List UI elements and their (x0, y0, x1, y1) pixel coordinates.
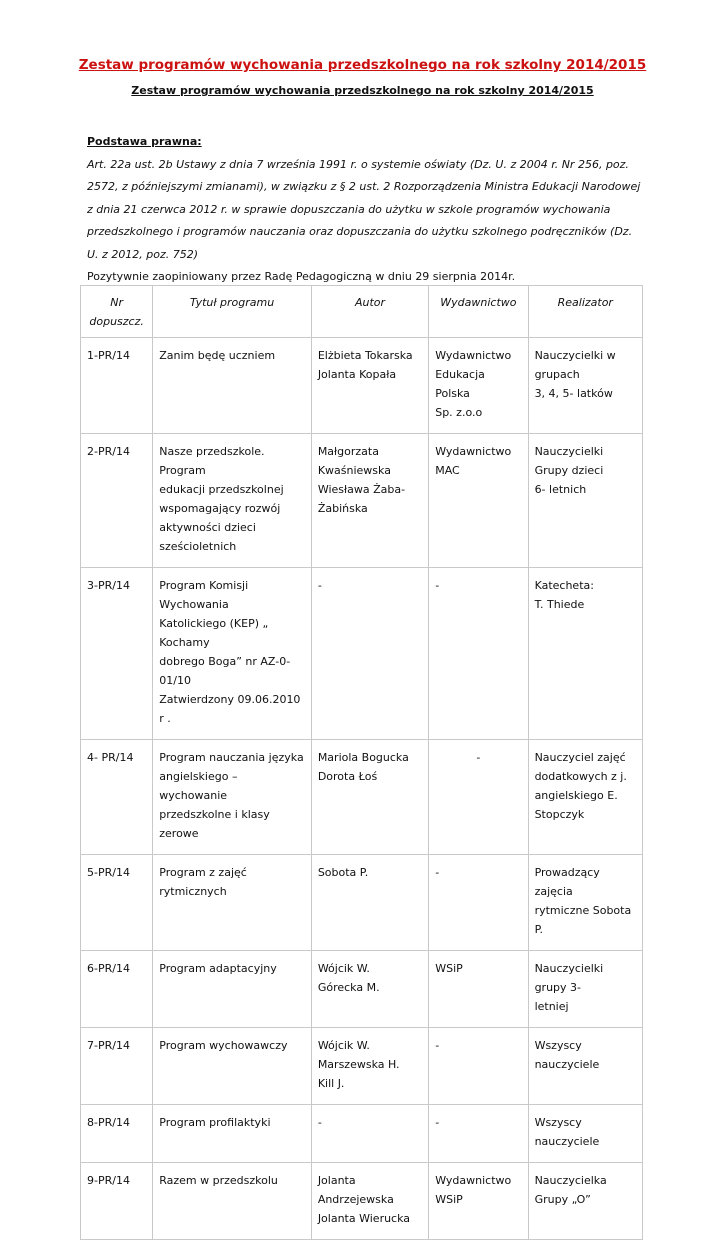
table-body (81, 338, 643, 1240)
cell-title-line: edukacji przedszkolnej (159, 483, 284, 496)
cell-title-line: Katolickiego (KEP) „ Kochamy (159, 617, 269, 649)
cell-title-line: Zatwierdzony 09.06.2010 r . (159, 693, 301, 725)
cell-publisher (429, 1028, 528, 1105)
cell-publisher-line: Edukacja Polska (435, 368, 485, 400)
cell-realizer-line: Nauczyciel zajęć (534, 751, 626, 764)
cell-author-line: Żabińska (317, 502, 368, 515)
cell-author (311, 434, 428, 568)
table-row (81, 434, 643, 568)
cell-publisher (429, 434, 528, 568)
cell-title (153, 740, 312, 855)
table-row (81, 568, 643, 740)
cell-title-line: wspomagający rozwój (159, 502, 281, 515)
cell-realizer-line: rytmiczne Sobota P. (534, 904, 632, 936)
document-title: Zestaw programów wychowania przedszkolnego na rok szkolny 2014/2015 (78, 57, 647, 73)
document-subtitle: Zestaw programów wychowania przedszkolnego na rok szkolny 2014/2015 (131, 84, 594, 97)
cell-title-line: Program wychowawczy (159, 1039, 288, 1052)
table-row (81, 740, 643, 855)
header-title: Tytuł programu (153, 286, 312, 338)
table-row (81, 338, 643, 434)
cell-publisher-line: Wydawnictwo (435, 349, 512, 362)
cell-author-line: Wójcik W. (317, 1039, 370, 1052)
cell-author-line: Jolanta Andrzejewska (317, 1174, 394, 1206)
cell-title-line: Razem w przedszkolu (159, 1174, 278, 1187)
cell-realizer-line: Grupy dzieci (534, 464, 604, 477)
cell-realizer-line: letniej (534, 1000, 569, 1013)
cell-realizer-line: grupach (534, 368, 580, 381)
table-row (81, 1105, 643, 1163)
cell-publisher (429, 338, 528, 434)
cell-author-line: Wójcik W. (317, 962, 370, 975)
cell-title-line: Nasze przedszkole. Program (159, 445, 265, 477)
cell-publisher-line: WSiP (435, 962, 463, 975)
cell-realizer-line: Nauczycielki w (534, 349, 616, 362)
cell-author (311, 1163, 428, 1240)
cell-author-line: Mariola Bogucka (317, 751, 409, 764)
cell-author (311, 855, 428, 951)
legal-basis-section (87, 131, 647, 289)
cell-title-line: Program profilaktyki (159, 1116, 271, 1129)
cell-realizer-line: Katecheta: (534, 579, 594, 592)
cell-title (153, 1028, 312, 1105)
cell-realizer (528, 1163, 642, 1240)
cell-author-line: Jolanta Kopała (317, 368, 397, 381)
cell-publisher-line: - (476, 751, 481, 764)
cell-realizer (528, 338, 642, 434)
cell-realizer-line: Nauczycielki grupy 3- (534, 962, 604, 994)
cell-author-line: Kill J. (317, 1077, 345, 1090)
cell-title-line: aktywności dzieci (159, 521, 256, 534)
cell-publisher-line: Wydawnictwo (435, 1174, 512, 1187)
cell-author (311, 1105, 428, 1163)
cell-title (153, 951, 312, 1028)
cell-nr: 1-PR/14 (81, 338, 153, 434)
cell-title (153, 568, 312, 740)
table-row (81, 1163, 643, 1240)
header-author: Autor (311, 286, 428, 338)
cell-realizer-line: Grupy „O” (534, 1193, 591, 1206)
header-nr: Nr dopuszcz. (81, 286, 153, 338)
cell-publisher-line: - (435, 1116, 440, 1129)
table-header-row (81, 286, 643, 338)
cell-realizer-line: angielskiego E. (534, 789, 618, 802)
cell-title-line: dobrego Boga” nr AZ-0-01/10 (159, 655, 291, 687)
cell-publisher (429, 740, 528, 855)
cell-nr: 8-PR/14 (81, 1105, 153, 1163)
cell-author-line: - (317, 579, 322, 592)
cell-title-line: przedszkolne i klasy zerowe (159, 808, 270, 840)
cell-title-line: Program z zajęć rytmicznych (159, 866, 247, 898)
cell-title-line: sześcioletnich (159, 540, 237, 553)
cell-realizer (528, 855, 642, 951)
cell-author-line: Sobota P. (317, 866, 369, 879)
cell-publisher-line: WSiP (435, 1193, 463, 1206)
header-realizer: Realizator (528, 286, 642, 338)
cell-realizer (528, 568, 642, 740)
cell-author (311, 740, 428, 855)
programs-table (80, 285, 643, 1240)
cell-publisher (429, 1163, 528, 1240)
cell-author-line: Marszewska H. (317, 1058, 400, 1071)
cell-realizer-line: 3, 4, 5- latków (534, 387, 613, 400)
cell-publisher (429, 1105, 528, 1163)
cell-realizer-line: dodatkowych z j. (534, 770, 627, 783)
cell-title-line: angielskiego – wychowanie (159, 770, 238, 802)
cell-author (311, 1028, 428, 1105)
cell-title-line: Zanim będę uczniem (159, 349, 276, 362)
table-header (81, 286, 643, 338)
cell-nr: 7-PR/14 (81, 1028, 153, 1105)
cell-author (311, 951, 428, 1028)
cell-author-line: - (317, 1116, 322, 1129)
cell-publisher-line: - (435, 1039, 440, 1052)
cell-title-line: Program Komisji Wychowania (159, 579, 249, 611)
cell-title (153, 1163, 312, 1240)
cell-nr: 4- PR/14 (81, 740, 153, 855)
cell-nr: 3-PR/14 (81, 568, 153, 740)
cell-realizer (528, 434, 642, 568)
cell-nr: 6-PR/14 (81, 951, 153, 1028)
cell-publisher-line: - (435, 866, 440, 879)
cell-nr: 2-PR/14 (81, 434, 153, 568)
cell-realizer-line: Wszyscy nauczyciele (534, 1116, 600, 1148)
cell-realizer (528, 1028, 642, 1105)
approval-note: Pozytywnie zaopiniowany przez Radę Pedagogiczną w dniu 29 sierpnia 2014r. (87, 270, 516, 283)
cell-nr: 5-PR/14 (81, 855, 153, 951)
cell-title (153, 1105, 312, 1163)
cell-realizer (528, 740, 642, 855)
legal-basis-heading: Podstawa prawna: (87, 135, 202, 148)
cell-author (311, 568, 428, 740)
cell-publisher (429, 951, 528, 1028)
table-row (81, 855, 643, 951)
cell-author (311, 338, 428, 434)
cell-realizer-line: Nauczycielki (534, 445, 604, 458)
cell-realizer-line: Wszyscy nauczyciele (534, 1039, 600, 1071)
cell-title (153, 434, 312, 568)
cell-title (153, 338, 312, 434)
cell-author-line: Małgorzata (317, 445, 379, 458)
cell-realizer (528, 951, 642, 1028)
legal-basis-text: Art. 22a ust. 2b Ustawy z dnia 7 września 1991 r. o systemie oświaty (Dz. U. z 2004 r. Nr 256, poz. 2572, z późniejszymi zmianami), w związku z § 2 ust. 2 Rozporządzenia Ministra Edukacji Narodowej z dnia 21 czerwca 2012 r. w sprawie dopuszczania do użytku w szkole programów wychowania przedszkolnego i programów nauczania oraz dopuszczania do użytku szkolnego podręczników (Dz. U. z 2012, poz. 752) (87, 157, 641, 261)
cell-realizer-line: 6- letnich (534, 483, 587, 496)
cell-nr: 9-PR/14 (81, 1163, 153, 1240)
cell-author-line: Wiesława Żaba- (317, 483, 406, 496)
table-row (81, 951, 643, 1028)
cell-realizer-line: T. Thiede (534, 598, 585, 611)
cell-realizer-line: Prowadzący zajęcia (534, 866, 600, 898)
cell-author-line: Kwaśniewska (317, 464, 391, 477)
cell-realizer (528, 1105, 642, 1163)
cell-author-line: Elżbieta Tokarska (317, 349, 413, 362)
cell-author-line: Górecka M. (317, 981, 380, 994)
cell-realizer-line: Nauczycielka (534, 1174, 607, 1187)
cell-publisher-line: Wydawnictwo (435, 445, 512, 458)
cell-title (153, 855, 312, 951)
cell-title-line: Program adaptacyjny (159, 962, 277, 975)
cell-title-line: Program nauczania języka (159, 751, 304, 764)
cell-publisher-line: MAC (435, 464, 460, 477)
table-row (81, 1028, 643, 1105)
cell-publisher (429, 855, 528, 951)
header-publisher: Wydawnictwo (429, 286, 528, 338)
cell-publisher (429, 568, 528, 740)
cell-author-line: Dorota Łoś (317, 770, 378, 783)
cell-realizer-line: Stopczyk (534, 808, 585, 821)
cell-publisher-line: Sp. z.o.o (435, 406, 483, 419)
cell-author-line: Jolanta Wierucka (317, 1212, 411, 1225)
cell-publisher-line: - (435, 579, 440, 592)
